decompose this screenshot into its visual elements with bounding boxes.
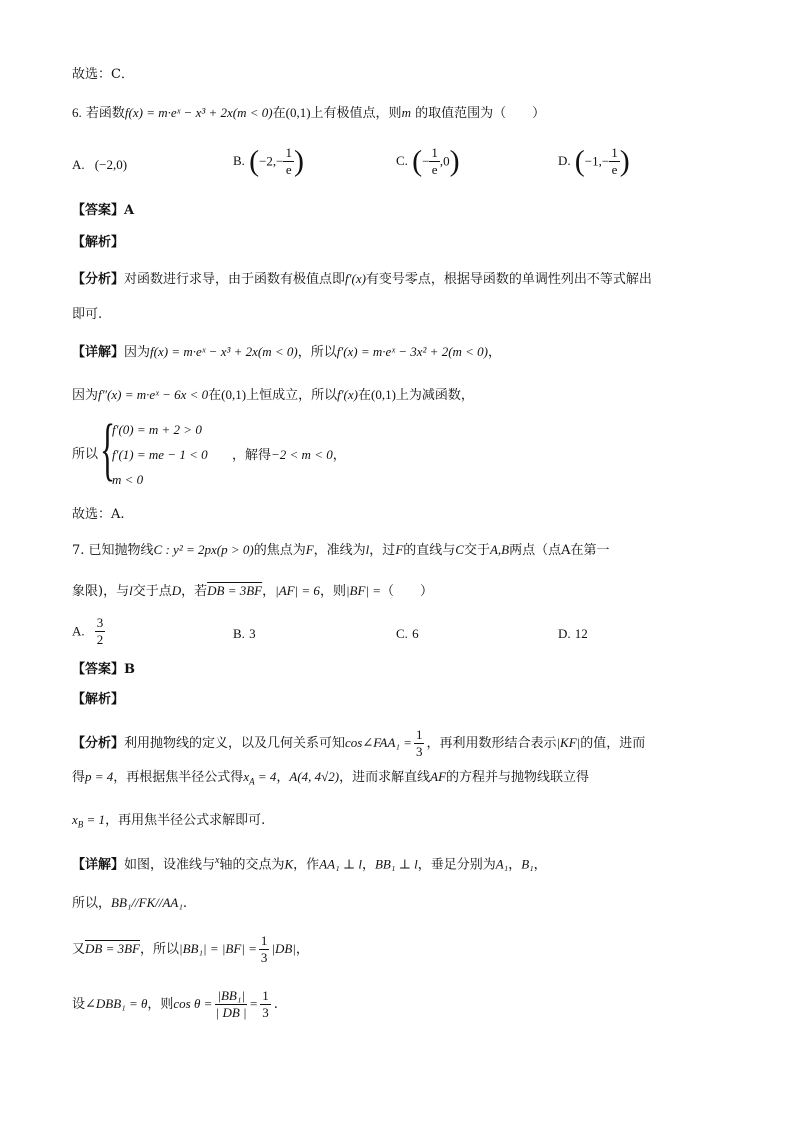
formula: |KF| xyxy=(556,735,581,750)
text: 上为减函数， xyxy=(395,388,474,403)
formula: x xyxy=(243,769,250,784)
text: 的值，进而 xyxy=(580,736,646,751)
formula: cos θ = xyxy=(173,996,213,1011)
option-a xyxy=(72,155,127,176)
option-a xyxy=(72,615,105,648)
answer-tag: 【答案】B xyxy=(72,662,135,677)
analysis-6-line2 xyxy=(72,305,102,325)
formula: DB = 3BF xyxy=(85,941,140,956)
text: 在 xyxy=(357,388,371,403)
formula: |BF| = xyxy=(345,583,382,598)
question-7-stem-line2 xyxy=(72,581,433,602)
formula: A₁ xyxy=(495,856,509,872)
option-value: − xyxy=(422,153,430,169)
formula: = 4 xyxy=(254,769,277,784)
text: （ ） xyxy=(381,584,434,599)
formula: f′(x) xyxy=(345,271,366,286)
text: 所以， xyxy=(72,896,112,911)
formula: (0,1) xyxy=(285,105,311,120)
text: 因为 xyxy=(72,388,99,403)
text: 因为 xyxy=(124,345,151,360)
system-prefix xyxy=(72,445,98,465)
answer-line-prev xyxy=(72,65,134,85)
answer-tag: 【答案】A xyxy=(72,203,135,218)
detail-tag: 【详解】 xyxy=(72,857,125,873)
formula: DB = 3BF xyxy=(207,583,263,598)
fraction-numerator: 1 xyxy=(431,145,438,160)
text: ，再用焦半径公式求解即可. xyxy=(105,813,266,828)
text: ， xyxy=(332,448,346,463)
text: ， xyxy=(295,942,309,957)
formula: cos∠FAA₁ = xyxy=(345,735,412,750)
text: 有变号零点，根据导函数的单调性列出不等式解出 xyxy=(365,272,652,287)
fraction-denominator: 3 xyxy=(260,950,268,965)
formula: F xyxy=(305,542,314,557)
text: 利用抛物线的定义，以及几何关系可知 xyxy=(124,736,346,751)
formula: K xyxy=(284,856,294,872)
option-label: B. xyxy=(233,626,245,641)
option-c: C. (− $\frac{1}{e}$ ,0) xyxy=(396,144,460,178)
option-d: D. (−1,− $\frac{1}{e}$ ) xyxy=(558,144,630,178)
analysis-6-line1 xyxy=(72,269,652,290)
answer-7 xyxy=(72,660,135,680)
detail-tag: 【详解】 xyxy=(72,345,125,360)
text: ，则 xyxy=(147,997,174,1012)
formula: −2 < m < 0 xyxy=(271,447,333,462)
formula: F xyxy=(395,542,404,557)
fraction-denominator: e xyxy=(285,162,292,177)
option-value: (−2,0) xyxy=(94,157,128,172)
text: 象限)，与 xyxy=(72,584,130,599)
answer-6-final xyxy=(72,505,125,525)
text: ，所以 xyxy=(140,942,180,957)
text: 两点（点A在第一 xyxy=(509,543,610,558)
formula: A(4, 4√2) xyxy=(289,769,340,784)
text: 轴的交点为 xyxy=(219,857,285,873)
analysis-sub-tag: 【分析】 xyxy=(72,272,125,287)
text: 如图，设准线与 xyxy=(124,857,216,873)
brace-icon: { xyxy=(100,411,116,488)
system-row: f′(1) = me − 1 < 0 xyxy=(112,447,208,462)
text: 在 xyxy=(208,388,222,403)
text: 故选：C． xyxy=(72,67,134,82)
text: 设 xyxy=(72,997,86,1012)
text: 对函数进行求导，由于函数有极值点即 xyxy=(124,272,346,287)
option-label: B. xyxy=(233,153,245,168)
analysis-6-heading xyxy=(72,233,124,253)
formula: |DB| xyxy=(271,941,296,956)
formula: (0,1) xyxy=(221,387,247,402)
text: ，解得 xyxy=(232,448,272,463)
formula: l xyxy=(129,583,133,598)
analysis-tag: 【解析】 xyxy=(72,692,125,707)
formula: f(x) = m·eˣ − x³ + 2x(m < 0) xyxy=(150,344,298,359)
detail-7-line2 xyxy=(72,893,187,914)
option-label: A. xyxy=(72,157,85,172)
formula: D xyxy=(171,583,182,598)
text: 又 xyxy=(72,942,86,957)
text: ， xyxy=(488,345,502,360)
detail-7-line1 xyxy=(72,851,547,875)
text: 的直线与 xyxy=(403,543,456,558)
detail-6-line1 xyxy=(72,342,501,363)
text: 所以 xyxy=(72,447,99,462)
text: 若函数 xyxy=(85,106,125,121)
option-value: −2,− xyxy=(259,153,284,169)
text: 在 xyxy=(272,106,286,121)
text: ，若 xyxy=(181,584,208,599)
text: 交于 xyxy=(463,543,490,558)
formula: AF xyxy=(430,769,447,784)
text: ， xyxy=(262,584,276,599)
text: ，再利用数形结合表示 xyxy=(426,736,557,751)
formula: (0,1) xyxy=(371,387,396,402)
text: 上有极值点，则 xyxy=(310,106,402,121)
text: ， xyxy=(533,857,547,873)
formula: = 1 xyxy=(83,812,106,827)
formula: |BB₁| = |BF| = xyxy=(179,941,257,956)
formula-subscript: A xyxy=(249,776,255,787)
question-number: 6. xyxy=(72,105,82,120)
formula: AA₁ ⊥ l xyxy=(319,856,362,872)
text: ，再根据焦半径公式得 xyxy=(113,770,244,785)
option-value: 12 xyxy=(574,626,588,641)
option-label: C. xyxy=(396,153,408,168)
text: ，准线为 xyxy=(313,543,366,558)
formula: f′(x) xyxy=(337,387,358,402)
formula: BB₁ ⊥ l xyxy=(374,856,418,872)
text: ， xyxy=(276,770,290,785)
text: ，垂足分别为 xyxy=(417,857,496,873)
formula: f(x) = m·eˣ − x³ + 2x(m < 0) xyxy=(124,105,273,120)
option-label: D. xyxy=(558,153,571,168)
text: ， xyxy=(361,857,375,873)
fraction-numerator: 3 xyxy=(96,615,104,630)
fraction-numerator: 1 xyxy=(260,933,268,948)
question-6-stem xyxy=(72,103,545,124)
formula: x xyxy=(215,855,220,866)
fraction-numerator: |BB₁| xyxy=(217,988,245,1003)
formula: B₁ xyxy=(521,856,534,872)
analysis-sub-tag: 【分析】 xyxy=(72,736,125,751)
fraction-numerator: 1 xyxy=(285,145,292,160)
text: ， xyxy=(508,857,522,873)
analysis-7-line1 xyxy=(72,727,645,760)
formula: A,B xyxy=(489,542,510,557)
text: ，进而求解直线 xyxy=(339,770,431,785)
detail-7-line3 xyxy=(72,933,309,966)
text: 的方程并与抛物线联立得 xyxy=(446,770,590,785)
option-value: 6 xyxy=(412,626,419,641)
text: . xyxy=(273,997,278,1012)
formula: BB₁//FK//AA₁ xyxy=(111,895,183,910)
fraction-denominator: 3 xyxy=(415,744,423,759)
text: 的取值范围为（ ） xyxy=(415,106,546,121)
system-solution xyxy=(232,445,346,466)
system-row: f′(0) = m + 2 > 0 xyxy=(112,422,202,437)
formula: f′(x) = m·eˣ − 3x² + 2(m < 0) xyxy=(336,344,489,359)
text: 7. 已知抛物线 xyxy=(72,543,154,558)
fraction-denominator: e xyxy=(611,162,618,177)
detail-7-line4 xyxy=(72,988,278,1021)
text: ，过 xyxy=(369,543,396,558)
text: 故选：A. xyxy=(72,507,125,522)
fraction-numerator: 1 xyxy=(262,988,269,1003)
formula: C : y² = 2px(p > 0) xyxy=(153,542,254,557)
text: 的焦点为 xyxy=(253,543,306,558)
option-value: 3 xyxy=(249,626,256,641)
question-7-stem-line1 xyxy=(72,540,610,561)
formula: p = 4 xyxy=(85,769,114,784)
analysis-7-line3 xyxy=(72,810,265,835)
fraction-numerator: 1 xyxy=(415,727,423,742)
formula: m xyxy=(401,105,411,120)
detail-6-line2 xyxy=(72,385,474,406)
text: 得 xyxy=(72,770,86,785)
fraction-numerator: 1 xyxy=(611,145,618,160)
option-label: C. xyxy=(396,626,408,641)
fraction-denominator: | DB | xyxy=(215,1005,247,1020)
text: 上恒成立，所以 xyxy=(246,388,338,403)
analysis-tag: 【解析】 xyxy=(72,235,125,250)
option-value: −1,− xyxy=(584,153,610,169)
option-label: D. xyxy=(558,626,571,641)
text: 交于点 xyxy=(132,584,172,599)
fraction-denominator: e xyxy=(431,162,438,177)
formula: f″(x) = m·eˣ − 6x < 0 xyxy=(98,387,209,402)
option-b: B. (−2,− $\frac{1}{e}$ ) xyxy=(233,144,304,178)
option-label: A. xyxy=(72,623,85,639)
option-c xyxy=(396,624,419,645)
fraction-denominator: 3 xyxy=(262,1005,269,1020)
text: ，所以 xyxy=(297,345,337,360)
formula: C xyxy=(455,542,464,557)
analysis-7-line2 xyxy=(72,767,589,792)
formula: = xyxy=(249,996,258,1011)
analysis-7-heading xyxy=(72,690,124,710)
text: ，则 xyxy=(319,584,346,599)
answer-6 xyxy=(72,201,134,221)
option-d xyxy=(558,624,588,645)
system-row: m < 0 xyxy=(112,472,144,487)
formula: x xyxy=(72,812,78,827)
formula-subscript: B xyxy=(77,819,84,830)
text: ，作 xyxy=(293,857,320,873)
text: 即可. xyxy=(72,307,103,322)
fraction-denominator: 2 xyxy=(96,632,104,647)
formula: ∠DBB₁ = θ xyxy=(85,996,148,1011)
text: . xyxy=(182,896,188,911)
formula: |AF| = 6 xyxy=(275,583,320,598)
option-value: ,0 xyxy=(439,153,450,169)
option-b xyxy=(233,624,256,645)
formula: l xyxy=(365,542,370,557)
